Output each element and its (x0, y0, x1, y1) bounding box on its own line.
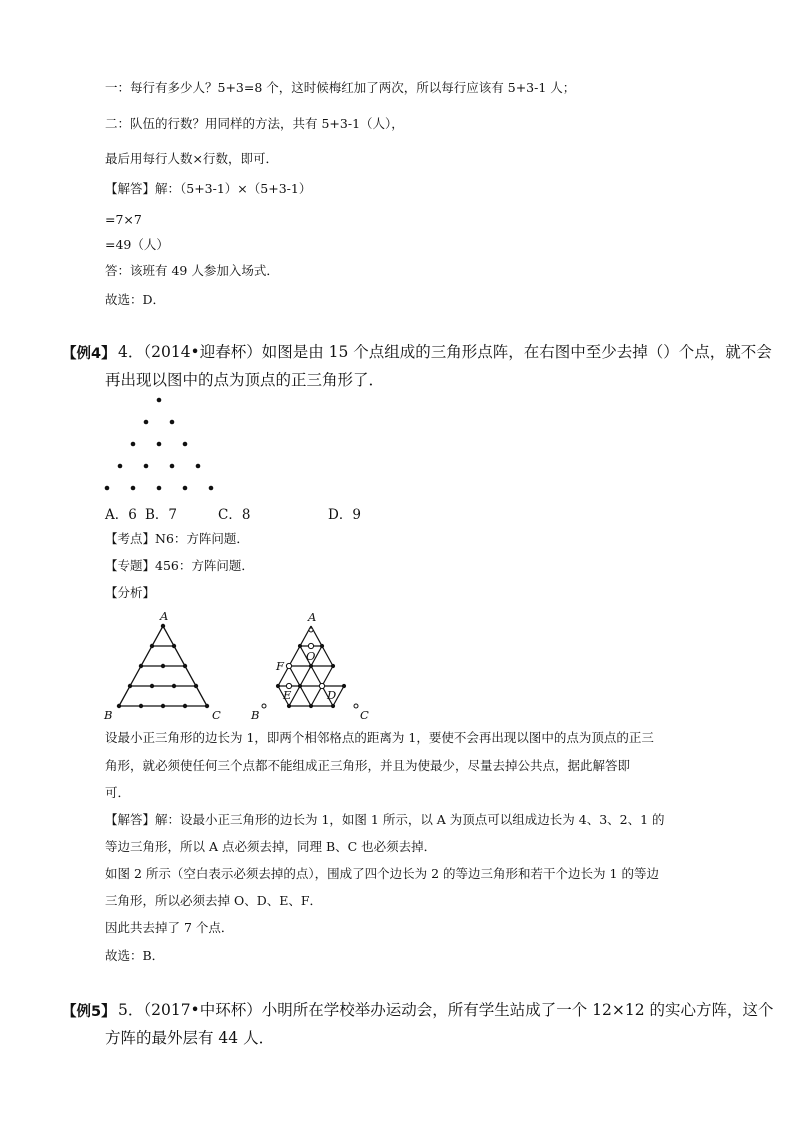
fig1-label-b: B (104, 708, 113, 722)
fig2-label-b: B (251, 708, 260, 722)
zhuanti-line: 【专题】456：方阵问题． (105, 558, 254, 573)
removed-point-f (286, 663, 291, 668)
grid-dot (298, 684, 302, 688)
grid-dot (309, 664, 313, 668)
fig2-label-c: C (360, 708, 369, 722)
lattice-dot (139, 664, 143, 668)
dot (144, 464, 149, 469)
example-5-tag: 【例5】 (62, 1004, 116, 1020)
fenxi-label: 【分析】 (105, 585, 156, 600)
option-d: D．9 (328, 507, 361, 523)
analysis-line-3: 可． (105, 785, 131, 800)
solution-line-6: 故选：B． (105, 948, 165, 963)
lattice-dot (172, 684, 176, 688)
removed-point-o (308, 643, 313, 648)
example-5-question-2: 方阵的最外层有 44 人． (105, 1029, 275, 1047)
solution-line-3: 如图 2 所示（空白表示必须去掉的点），围成了四个边长为 2 的等边三角形和若干个边长为 1 的等边 (105, 866, 659, 881)
kaodian-line: 【考点】N6：方阵问题． (105, 531, 249, 546)
intro-line-2: 二：队伍的行数？用同样的方法，共有 5+3-1（人）， (105, 116, 404, 131)
analysis-line-1: 设最小正三角形的边长为 1，即两个相邻格点的距离为 1，要使不会再出现以图中的点为顶点的正三 (105, 730, 654, 745)
lattice-dot (161, 624, 165, 628)
figure-1-triangle-lattice (100, 608, 235, 723)
intro-line-1: 一：每行有多少人？5+3=8 个，这时候梅红加了两次，所以每行应该有 5+3-1 人； (105, 80, 576, 95)
option-b: B．7 (145, 507, 178, 523)
grid-dot (331, 704, 335, 708)
grid-dot (309, 704, 313, 708)
solution-line-1: 【解答】解：设最小正三角形的边长为 1，如图 1 所示，以 A 为顶点可以组成边长为 4、3、2、1 的 (105, 812, 665, 827)
solution-line-5: 因此共去掉了 7 个点． (105, 920, 234, 935)
fig2-label-f: F (276, 659, 284, 673)
removed-point-c (354, 704, 358, 708)
choice-line: 故选：D． (105, 292, 166, 307)
lattice-dot (161, 704, 165, 708)
lattice-dot (128, 684, 132, 688)
fig1-label-a: A (160, 609, 169, 623)
dot-triangle-figure (95, 388, 235, 498)
example-4-question-1: 4．（2014•迎春杯）如图是由 15 个点组成的三角形点阵，在右图中至少去掉（）个点，就不会 (118, 343, 772, 361)
lattice-dot (205, 704, 209, 708)
lattice-dot (117, 704, 121, 708)
analysis-line-2: 角形，就必须使任何三个点都不能组成正三角形，并且为使最少，尽量去掉公共点，据此解答即 (105, 758, 631, 773)
example-4-question-2: 再出现以图中的点为顶点的正三角形了． (105, 371, 385, 389)
dot (209, 486, 214, 491)
dot (157, 442, 162, 447)
grid-dot (287, 704, 291, 708)
dot (183, 442, 188, 447)
fig2-label-e: E (283, 688, 292, 702)
solution-line-4: 三角形，所以必须去掉 O、D、E、F． (105, 893, 323, 908)
lattice-dot (161, 664, 165, 668)
grid-dot (342, 684, 346, 688)
example-4-tag: 【例4】 (62, 346, 116, 362)
example-5-question-1: 5．（2017•中环杯）小明所在学校举办运动会，所有学生站成了一个 12×12 的实心方阵，这个 (118, 1001, 774, 1019)
grid-dot (276, 684, 280, 688)
dot (131, 486, 136, 491)
fig2-label-d: D (327, 688, 337, 702)
lattice-dot (139, 704, 143, 708)
lattice-dot (172, 644, 176, 648)
dot (157, 486, 162, 491)
dot (118, 464, 123, 469)
option-c: C．8 (218, 507, 251, 523)
intro-line-3: 最后用每行人数×行数，即可． (105, 151, 278, 166)
answer-label: 【解答】解：（5+3-1）×（5+3-1） (105, 181, 312, 196)
lattice-dot (183, 704, 187, 708)
dot (170, 464, 175, 469)
lattice-dot (150, 684, 154, 688)
grid-dot (298, 644, 302, 648)
dot (196, 464, 201, 469)
grid-dot (331, 664, 335, 668)
lattice-dot (194, 684, 198, 688)
dot (170, 420, 175, 425)
removed-point-a (309, 628, 313, 632)
fig2-label-o: O (306, 649, 316, 663)
lattice-dot (150, 644, 154, 648)
option-a: A．6 (105, 507, 137, 523)
calc-line-1: =7×7 (105, 212, 142, 227)
dot (105, 486, 110, 491)
reply-line: 答：该班有 49 人参加入场式． (105, 263, 279, 278)
dot (131, 442, 136, 447)
dot (144, 420, 149, 425)
removed-point-d (319, 683, 324, 688)
fig2-label-a: A (308, 610, 317, 624)
dot (157, 398, 162, 403)
solution-line-2: 等边三角形，所以 A 点必须去掉，同理 B、C 也必须去掉． (105, 839, 437, 854)
calc-line-2: =49（人） (105, 237, 169, 252)
lattice-dot (183, 664, 187, 668)
removed-point-b (262, 704, 266, 708)
grid-dot (320, 644, 324, 648)
dot (183, 486, 188, 491)
figure-2-triangle-grid (245, 608, 380, 723)
fig1-label-c: C (212, 708, 221, 722)
